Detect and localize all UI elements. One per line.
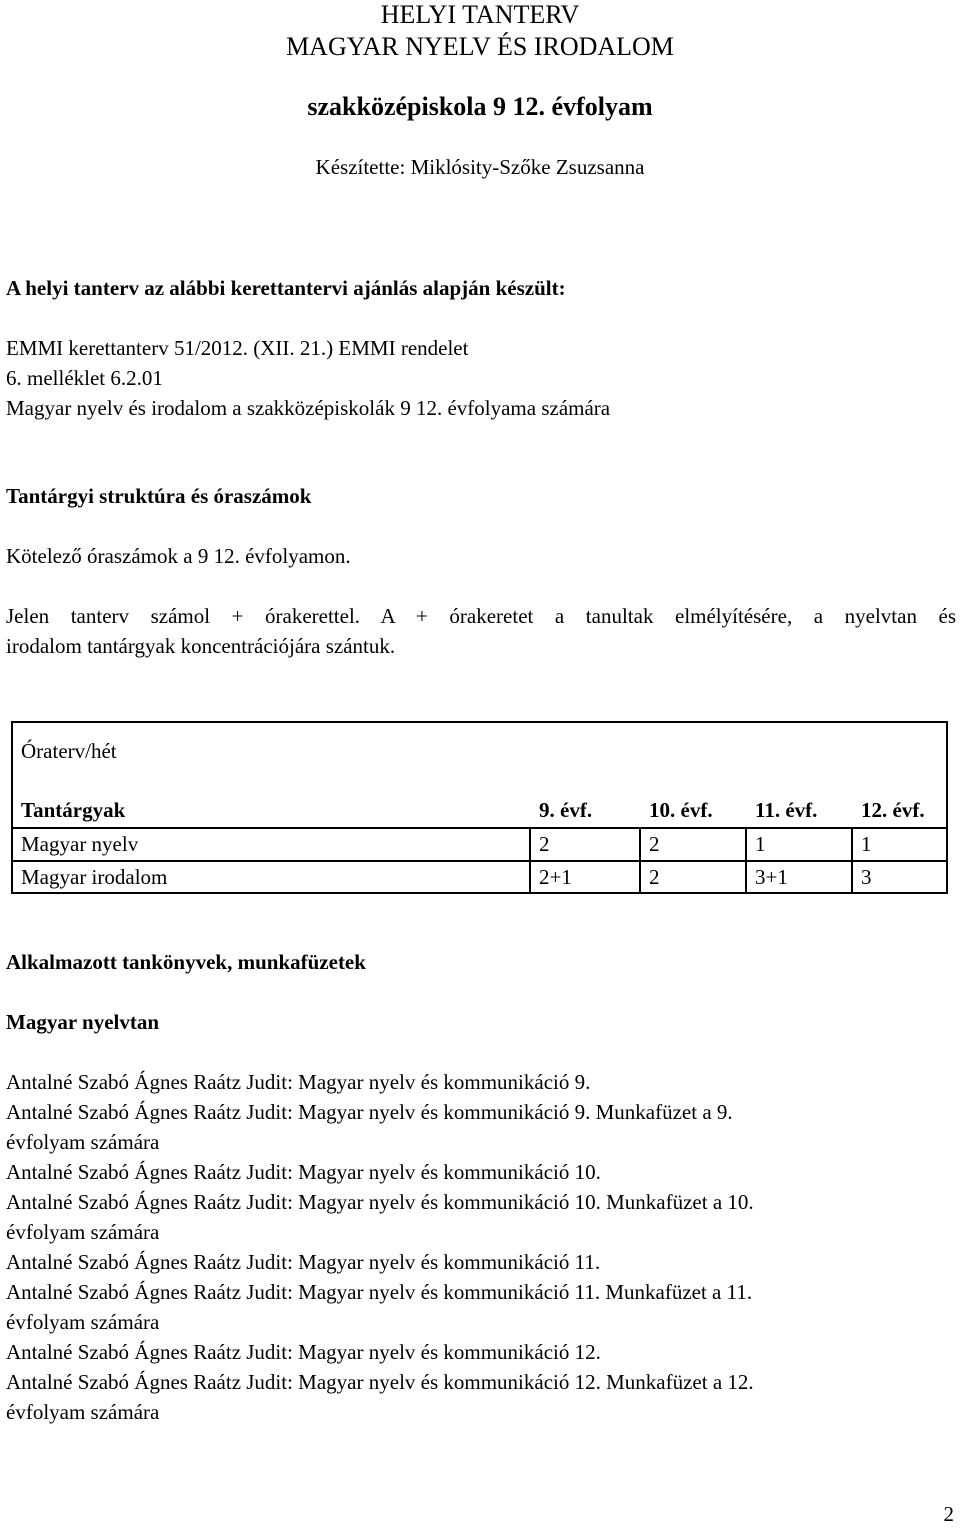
cell-grade-9: 2+1 bbox=[529, 862, 641, 894]
hours-table bbox=[11, 721, 948, 894]
header-grade-11: 11. évf. bbox=[755, 798, 818, 822]
page-number: 2 bbox=[943, 1502, 954, 1526]
structure-paragraph-line2: irodalom tantárgyak koncentrációjára szántuk. bbox=[6, 634, 396, 658]
list-item: Antalné Szabó Ágnes Raátz Judit: Magyar nyelv és kommunikáció 9. bbox=[6, 1070, 591, 1094]
cell-grade-11: 1 bbox=[745, 829, 853, 864]
structure-paragraph-line1: Jelen tanterv számol + órakerettel. A + órakeretet a tanultak elmélyítésére, a nyelvtan és bbox=[6, 604, 956, 628]
header-subjects: Tantárgyak bbox=[21, 798, 126, 822]
list-item: Antalné Szabó Ágnes Raátz Judit: Magyar nyelv és kommunikáció 9. Munkafüzet a 9. bbox=[6, 1100, 733, 1124]
cell-grade-10: 2 bbox=[639, 829, 747, 864]
structure-heading: Tantárgyi struktúra és óraszámok bbox=[6, 484, 312, 508]
list-item: Antalné Szabó Ágnes Raátz Judit: Magyar nyelv és kommunikáció 12. bbox=[6, 1340, 601, 1364]
header-grade-10: 10. évf. bbox=[649, 798, 713, 822]
header-grade-9: 9. évf. bbox=[539, 798, 593, 822]
header-grade-12: 12. évf. bbox=[861, 798, 925, 822]
list-item: évfolyam számára bbox=[6, 1130, 160, 1154]
table-header-row bbox=[13, 789, 946, 829]
cell-grade-10: 2 bbox=[639, 862, 747, 894]
author-line: Készítette: Miklósity-Szőke Zsuzsanna bbox=[315, 155, 645, 179]
list-item: Antalné Szabó Ágnes Raátz Judit: Magyar nyelv és kommunikáció 10. bbox=[6, 1160, 601, 1184]
cell-grade-9: 2 bbox=[529, 829, 641, 864]
list-item: Antalné Szabó Ágnes Raátz Judit: Magyar nyelv és kommunikáció 11. Munkafüzet a 11. bbox=[6, 1280, 753, 1304]
cell-grade-12: 3 bbox=[851, 862, 948, 894]
list-item: évfolyam számára bbox=[6, 1400, 160, 1424]
basis-line-decree: EMMI kerettanterv 51/2012. (XII. 21.) EMMI rendelet bbox=[6, 336, 469, 360]
table-caption: Óraterv/hét bbox=[21, 739, 117, 763]
textbooks-heading: Alkalmazott tankönyvek, munkafüzetek bbox=[6, 950, 366, 974]
cell-grade-12: 1 bbox=[851, 829, 948, 864]
list-item: Antalné Szabó Ágnes Raátz Judit: Magyar nyelv és kommunikáció 12. Munkafüzet a 12. bbox=[6, 1370, 754, 1394]
basis-line-annex: 6. melléklet 6.2.01 bbox=[6, 366, 163, 390]
document-subtitle: szakközépiskola 9 12. évfolyam bbox=[307, 92, 653, 121]
textbook-list bbox=[6, 1067, 956, 1427]
table-row bbox=[13, 827, 946, 864]
table-row bbox=[13, 860, 946, 894]
mandatory-hours-line: Kötelező óraszámok a 9 12. évfolyamon. bbox=[6, 544, 351, 568]
list-item: évfolyam számára bbox=[6, 1310, 160, 1334]
grammar-subheading: Magyar nyelvtan bbox=[6, 1010, 160, 1034]
basis-line-subject: Magyar nyelv és irodalom a szakközépiskolák 9 12. évfolyama számára bbox=[6, 396, 611, 420]
cell-grade-11: 3+1 bbox=[745, 862, 853, 894]
document-title-line1: HELYI TANTERV bbox=[380, 0, 580, 29]
list-item: Antalné Szabó Ágnes Raátz Judit: Magyar nyelv és kommunikáció 10. Munkafüzet a 10. bbox=[6, 1190, 754, 1214]
document-title-line2: MAGYAR NYELV ÉS IRODALOM bbox=[286, 32, 674, 61]
list-item: évfolyam számára bbox=[6, 1220, 160, 1244]
cell-subject: Magyar nyelv bbox=[21, 832, 139, 856]
basis-heading: A helyi tanterv az alábbi kerettantervi ajánlás alapján készült: bbox=[6, 276, 566, 300]
list-item: Antalné Szabó Ágnes Raátz Judit: Magyar nyelv és kommunikáció 11. bbox=[6, 1250, 601, 1274]
cell-subject: Magyar irodalom bbox=[21, 865, 168, 889]
